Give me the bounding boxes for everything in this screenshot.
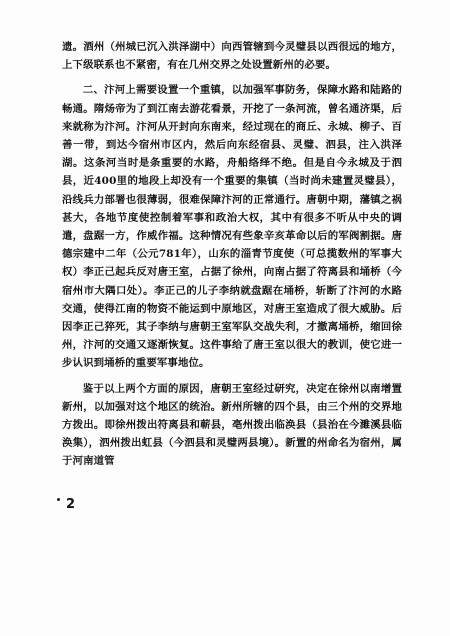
scan-speck	[57, 498, 60, 501]
body-text	[62, 38, 402, 478]
paragraph-3: 鉴于以上两个方面的原因，唐朝王室经过研究，决定在徐州以南增置新州，以加强对这个地区的统治。新州所辖的四个县，由三个州的交界地方拨出。即徐州拨出符离县和蕲县，亳州拨出临涣县（县治在今濉溪县临涣集），泗州拨出虹县（今泗县和灵璧两县境）。新置的州命名为宿州，属于河南道管	[62, 382, 402, 468]
page-number: 2	[66, 497, 76, 512]
paragraph-1: 遗。酒州（州城已沉入洪泽湖中）向西管辖到今灵璧县以西很远的地方，上下级联系也不紧密，有在几州交界之处设置新州的必要。	[62, 41, 402, 72]
paragraph-2: 二、汴河上需要设置一个重镇，以加强军事防务，保障水路和陆路的畅通。隋炀帝为了到江南去游花看景，开挖了一条河流，曾名通济渠，后来就称为汴河。汴河从开封向东南来，经过现在的商丘、永城、柳子、百善一带，到达今宿州市区内，然后向东经宿县、灵璧、泗县，注入洪泽湖。这条河当时是条重要的水路，舟船络绎不绝。但是自今永城及于泗县，近400里的地段上却没有一个重要的集镇（当时尚未建置灵璧县），沿线兵力部署也很薄弱，很难保障汴河的正常通行。唐朝中期，藩镇之祸甚大，各地节度使控制着军事和政治大权，其中有很多不听从中央的调遣，盘踞一方，作威作福。这种情况有些象辛亥革命以后的军阀割据。唐德宗建中二年（公元781年），山东的淄青节度使（可总揽数州的军事大权）李正己起兵反对唐王室，占据了徐州，向南占据了符离县和埇桥（今宿州市大隅口处）。李正己的儿子李纳就盘踞在埇桥，斩断了汴河的水路交通，使得江南的物资不能运到中原地区，对唐王室造成了很大威胁。后因李正己猝死，其子李纳与唐朝王室军队交战失利，才撤离埇桥，缩回徐州，汴河的交通又逐渐恢复。这件事给了唐王室以很大的教训，使它进一步认识到埇桥的重要军事地位。	[62, 84, 402, 370]
